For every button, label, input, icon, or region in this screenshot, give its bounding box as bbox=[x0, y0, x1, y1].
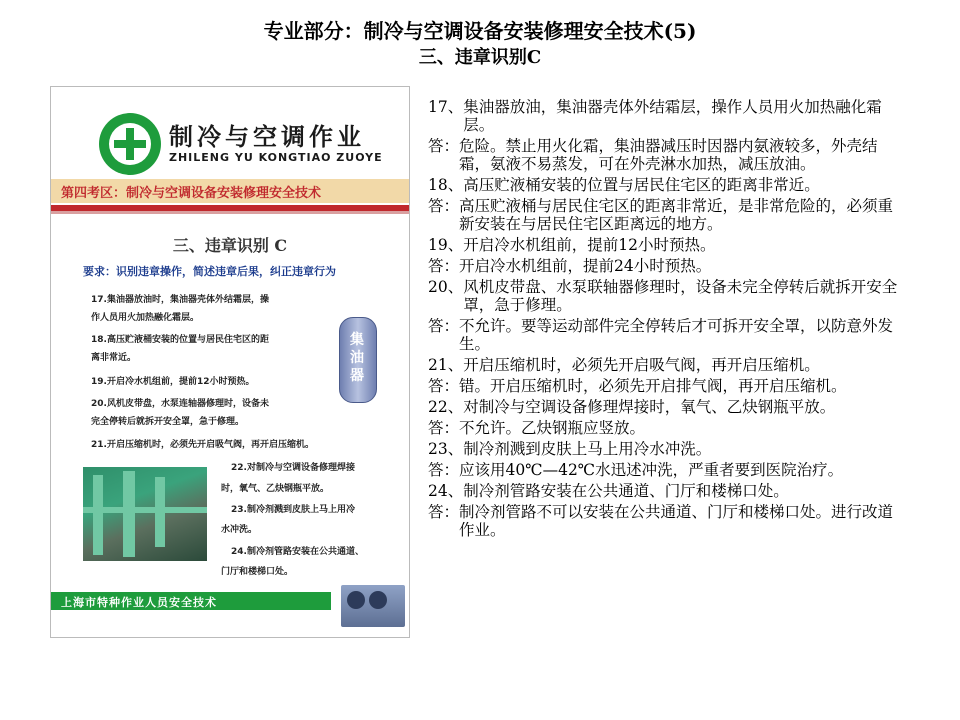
list-item bbox=[428, 440, 898, 458]
poster-image bbox=[50, 86, 410, 638]
question-number: 21、 bbox=[428, 356, 464, 374]
list-item bbox=[428, 503, 898, 539]
question-text: 开启压缩机时，必须先开启吸气阀，再开启压缩机。 bbox=[463, 356, 820, 374]
question-number: 18、 bbox=[428, 176, 464, 194]
question-number: 19、 bbox=[428, 236, 464, 254]
poster-brand: 制冷与空调作业 bbox=[169, 122, 365, 151]
answer-label: 答： bbox=[428, 461, 460, 479]
question-number: 20、 bbox=[428, 278, 464, 296]
chiller-unit-icon bbox=[341, 585, 405, 627]
question-text: 高压贮液桶安装的位置与居民住宅区的距离非常近。 bbox=[463, 176, 820, 194]
poster-section: 三、违章识别 C bbox=[172, 236, 288, 255]
answer-text: 不允许。乙炔钢瓶应竖放。 bbox=[459, 419, 646, 437]
page-title: 专业部分：制冷与空调设备安装修理安全技术(5) bbox=[263, 19, 697, 43]
answer-label: 答： bbox=[428, 503, 460, 521]
poster-item: 门厅和楼梯口处。 bbox=[221, 567, 294, 577]
poster-brand-pinyin: ZHILENG YU KONGTIAO ZUOYE bbox=[169, 151, 383, 164]
answer-text: 不允许。要等运动部件完全停转后才可拆开安全罩，以防意外发生。 bbox=[459, 317, 894, 353]
answer-label: 答： bbox=[428, 137, 460, 155]
poster-item: 20.风机皮带盘，水泵连轴器修理时，设备未 bbox=[91, 399, 269, 409]
answer-text: 高压贮液桶与居民住宅区的距离非常近，是非常危险的，必须重新安装在与居民住宅区距离远的地方。 bbox=[459, 197, 894, 233]
answer-label: 答： bbox=[428, 419, 460, 437]
poster-item: 时，氧气、乙炔钢瓶平放。 bbox=[221, 484, 330, 494]
poster-item: 19.开启冷水机组前，提前12小时预热。 bbox=[91, 377, 255, 387]
list-item bbox=[428, 278, 898, 314]
answer-label: 答： bbox=[428, 197, 460, 215]
poster-requirement: 要求：识别违章操作，简述违章后果，纠正违章行为 bbox=[83, 265, 336, 278]
divider bbox=[51, 211, 409, 214]
poster-footer: 上海市特种作业人员安全技术 bbox=[61, 596, 217, 609]
answer-label: 答： bbox=[428, 257, 460, 275]
cross-logo-icon bbox=[99, 113, 161, 175]
poster-zone: 第四考区：制冷与空调设备安装修理安全技术 bbox=[61, 186, 322, 201]
list-item bbox=[428, 398, 898, 416]
list-item bbox=[428, 176, 898, 194]
question-text: 对制冷与空调设备修理焊接时，氧气、乙炔钢瓶平放。 bbox=[463, 398, 836, 416]
poster-item: 23.制冷剂溅到皮肤上马上用冷 bbox=[231, 505, 355, 515]
poster-item: 17.集油器放油时，集油器壳体外结霜层，操 bbox=[91, 295, 269, 305]
question-number: 22、 bbox=[428, 398, 464, 416]
list-item bbox=[428, 356, 898, 374]
answer-text: 应该用40℃—42℃水迅述冲洗，严重者要到医院治疗。 bbox=[459, 461, 844, 479]
poster-item: 22.对制冷与空调设备修理焊接 bbox=[231, 463, 355, 473]
list-item bbox=[428, 377, 898, 395]
list-item bbox=[428, 419, 898, 437]
list-item bbox=[428, 461, 898, 479]
list-item bbox=[428, 482, 898, 500]
poster-item: 18.高压贮液桶安装的位置与居民住宅区的距 bbox=[91, 335, 269, 345]
poster-item: 离非常近。 bbox=[91, 353, 137, 363]
list-item bbox=[428, 137, 898, 173]
question-text: 风机皮带盘、水泵联轴器修理时，设备未完全停转后就拆开安全罩，急于修理。 bbox=[463, 278, 898, 314]
question-text: 制冷剂管路安装在公共通道、门厅和楼梯口处。 bbox=[463, 482, 789, 500]
poster-item: 水冲洗。 bbox=[221, 525, 258, 535]
answer-label: 答： bbox=[428, 377, 460, 395]
question-text: 制冷剂溅到皮肤上马上用冷水冲洗。 bbox=[463, 440, 712, 458]
equipment-photo bbox=[83, 467, 207, 561]
question-number: 23、 bbox=[428, 440, 464, 458]
answer-text: 制冷剂管路不可以安装在公共通道、门厅和楼梯口处。进行改道作业。 bbox=[459, 503, 894, 539]
answer-text: 开启冷水机组前，提前24小时预热。 bbox=[459, 257, 712, 275]
list-item bbox=[428, 317, 898, 353]
page-subtitle: 三、违章识别C bbox=[418, 47, 542, 68]
list-item bbox=[428, 197, 898, 233]
list-item bbox=[428, 236, 898, 254]
list-item bbox=[428, 257, 898, 275]
poster-item: 完全停转后就拆开安全罩，急于修理。 bbox=[91, 417, 245, 427]
oil-collector-tank-icon bbox=[335, 309, 379, 411]
question-text: 集油器放油，集油器壳体外结霜层，操作人员用火加热融化霜层。 bbox=[463, 98, 882, 134]
answer-label: 答： bbox=[428, 317, 460, 335]
qa-list bbox=[428, 98, 898, 542]
tank-label: 集油器 bbox=[350, 332, 364, 384]
question-number: 24、 bbox=[428, 482, 464, 500]
poster-item: 21.开启压缩机时，必须先开启吸气阀，再开启压缩机。 bbox=[91, 440, 314, 450]
answer-text: 错。开启压缩机时，必须先开启排气阀，再开启压缩机。 bbox=[459, 377, 847, 395]
poster-item: 作人员用火加热融化霜层。 bbox=[91, 313, 200, 323]
answer-text: 危险。禁止用火化霜，集油器减压时因器内氨液较多，外壳结霜，氨液不易蒸发，可在外壳淋水加热，减压放油。 bbox=[459, 137, 878, 173]
poster-item: 24.制冷剂管路安装在公共通道、 bbox=[231, 547, 364, 557]
list-item bbox=[428, 98, 898, 134]
question-text: 开启冷水机组前，提前12小时预热。 bbox=[463, 236, 716, 254]
question-number: 17、 bbox=[428, 98, 464, 116]
